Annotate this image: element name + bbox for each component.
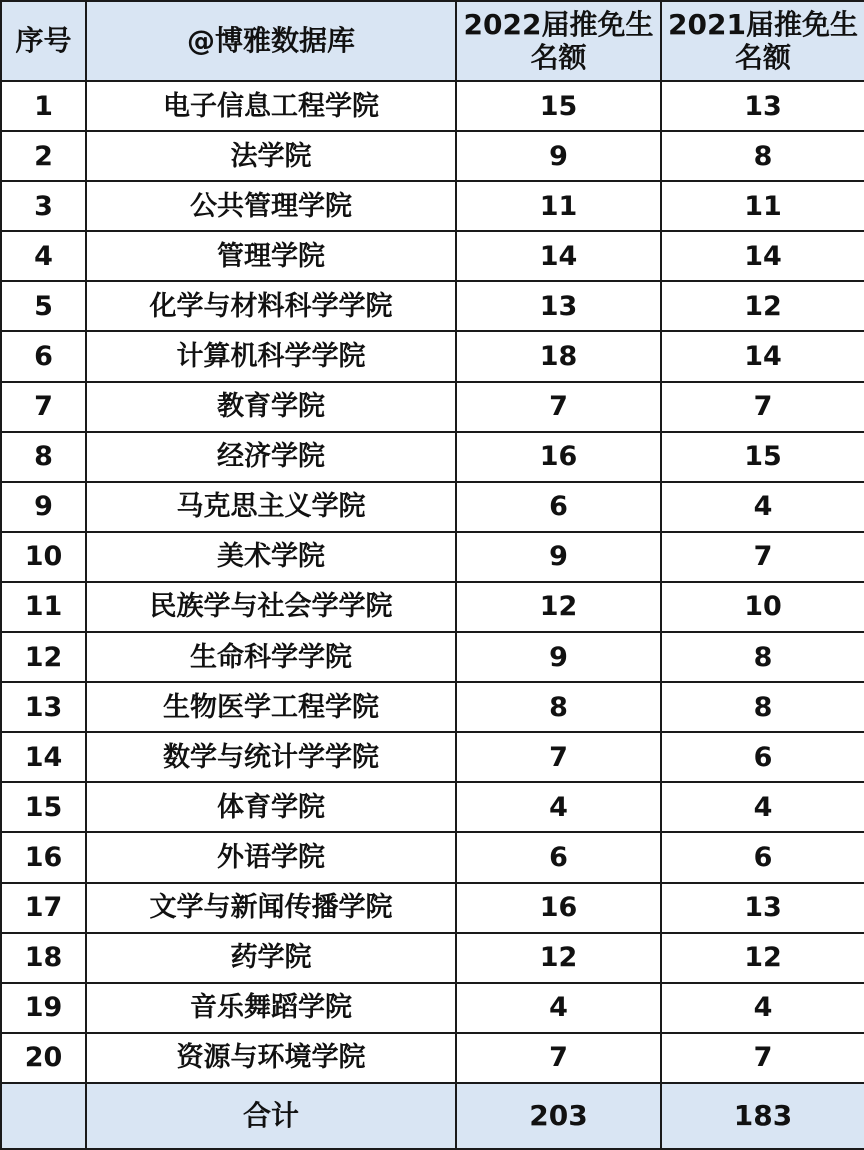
table-row bbox=[1, 632, 864, 682]
header-2022-quota: 2022届推免生名额 bbox=[456, 1, 661, 81]
row-index: 13 bbox=[1, 682, 86, 732]
row-college: 文学与新闻传播学院 bbox=[86, 883, 456, 933]
row-college: 经济学院 bbox=[86, 432, 456, 482]
row-2021-quota: 8 bbox=[661, 131, 864, 181]
row-2022-quota: 12 bbox=[456, 582, 661, 632]
row-2022-quota: 8 bbox=[456, 682, 661, 732]
table-row bbox=[1, 782, 864, 832]
row-2022-quota: 18 bbox=[456, 331, 661, 381]
row-index: 5 bbox=[1, 281, 86, 331]
table-body bbox=[1, 81, 864, 1083]
row-2022-quota: 15 bbox=[456, 81, 661, 131]
row-2021-quota: 6 bbox=[661, 832, 864, 882]
row-2022-quota: 13 bbox=[456, 281, 661, 331]
row-2022-quota: 16 bbox=[456, 432, 661, 482]
row-2021-quota: 4 bbox=[661, 482, 864, 532]
row-college: 教育学院 bbox=[86, 382, 456, 432]
row-index: 6 bbox=[1, 331, 86, 381]
row-index: 9 bbox=[1, 482, 86, 532]
table-row bbox=[1, 832, 864, 882]
row-index: 16 bbox=[1, 832, 86, 882]
row-college: 公共管理学院 bbox=[86, 181, 456, 231]
row-2022-quota: 6 bbox=[456, 482, 661, 532]
row-index: 18 bbox=[1, 933, 86, 983]
table-row bbox=[1, 582, 864, 632]
row-2021-quota: 10 bbox=[661, 582, 864, 632]
row-college: 电子信息工程学院 bbox=[86, 81, 456, 131]
total-label: 合计 bbox=[86, 1083, 456, 1149]
total-empty-cell bbox=[1, 1083, 86, 1149]
table-footer bbox=[1, 1083, 864, 1149]
row-2021-quota: 14 bbox=[661, 331, 864, 381]
table-row bbox=[1, 933, 864, 983]
table-row bbox=[1, 883, 864, 933]
row-college: 计算机科学学院 bbox=[86, 331, 456, 381]
table-row bbox=[1, 131, 864, 181]
row-2022-quota: 9 bbox=[456, 532, 661, 582]
row-index: 12 bbox=[1, 632, 86, 682]
row-2022-quota: 12 bbox=[456, 933, 661, 983]
table-row bbox=[1, 81, 864, 131]
row-college: 外语学院 bbox=[86, 832, 456, 882]
row-2021-quota: 7 bbox=[661, 382, 864, 432]
total-row bbox=[1, 1083, 864, 1149]
total-2021: 183 bbox=[661, 1083, 864, 1149]
row-index: 11 bbox=[1, 582, 86, 632]
row-2021-quota: 13 bbox=[661, 81, 864, 131]
table-row bbox=[1, 482, 864, 532]
row-2022-quota: 14 bbox=[456, 231, 661, 281]
row-2021-quota: 12 bbox=[661, 933, 864, 983]
row-2021-quota: 15 bbox=[661, 432, 864, 482]
total-2022: 203 bbox=[456, 1083, 661, 1149]
row-index: 1 bbox=[1, 81, 86, 131]
row-college: 资源与环境学院 bbox=[86, 1033, 456, 1083]
row-college: 法学院 bbox=[86, 131, 456, 181]
table-row bbox=[1, 1033, 864, 1083]
row-2021-quota: 12 bbox=[661, 281, 864, 331]
table-row bbox=[1, 281, 864, 331]
row-index: 2 bbox=[1, 131, 86, 181]
table-row bbox=[1, 682, 864, 732]
row-2021-quota: 8 bbox=[661, 682, 864, 732]
row-2022-quota: 9 bbox=[456, 632, 661, 682]
table-row bbox=[1, 331, 864, 381]
row-2022-quota: 9 bbox=[456, 131, 661, 181]
row-2021-quota: 8 bbox=[661, 632, 864, 682]
row-index: 7 bbox=[1, 382, 86, 432]
row-college: 美术学院 bbox=[86, 532, 456, 582]
row-index: 14 bbox=[1, 732, 86, 782]
row-2021-quota: 11 bbox=[661, 181, 864, 231]
row-2021-quota: 7 bbox=[661, 532, 864, 582]
table-row bbox=[1, 532, 864, 582]
row-index: 17 bbox=[1, 883, 86, 933]
row-2022-quota: 7 bbox=[456, 732, 661, 782]
row-index: 10 bbox=[1, 532, 86, 582]
row-2022-quota: 11 bbox=[456, 181, 661, 231]
row-2021-quota: 13 bbox=[661, 883, 864, 933]
header-college: @博雅数据库 bbox=[86, 1, 456, 81]
row-2022-quota: 7 bbox=[456, 1033, 661, 1083]
table-row bbox=[1, 382, 864, 432]
row-college: 生物医学工程学院 bbox=[86, 682, 456, 732]
row-index: 15 bbox=[1, 782, 86, 832]
row-college: 马克思主义学院 bbox=[86, 482, 456, 532]
row-index: 3 bbox=[1, 181, 86, 231]
row-college: 化学与材料科学学院 bbox=[86, 281, 456, 331]
row-college: 数学与统计学学院 bbox=[86, 732, 456, 782]
row-college: 民族学与社会学学院 bbox=[86, 582, 456, 632]
row-2021-quota: 14 bbox=[661, 231, 864, 281]
row-2022-quota: 4 bbox=[456, 782, 661, 832]
row-2022-quota: 16 bbox=[456, 883, 661, 933]
table-row bbox=[1, 432, 864, 482]
row-2022-quota: 4 bbox=[456, 983, 661, 1033]
row-index: 4 bbox=[1, 231, 86, 281]
header-row bbox=[1, 1, 864, 81]
row-2022-quota: 7 bbox=[456, 382, 661, 432]
row-2021-quota: 4 bbox=[661, 983, 864, 1033]
row-college: 生命科学学院 bbox=[86, 632, 456, 682]
row-2021-quota: 6 bbox=[661, 732, 864, 782]
row-2022-quota: 6 bbox=[456, 832, 661, 882]
row-index: 19 bbox=[1, 983, 86, 1033]
header-2021-quota: 2021届推免生名额 bbox=[661, 1, 864, 81]
row-index: 20 bbox=[1, 1033, 86, 1083]
table-row bbox=[1, 983, 864, 1033]
row-2021-quota: 7 bbox=[661, 1033, 864, 1083]
row-college: 药学院 bbox=[86, 933, 456, 983]
row-college: 音乐舞蹈学院 bbox=[86, 983, 456, 1033]
table-row bbox=[1, 732, 864, 782]
table-header bbox=[1, 1, 864, 81]
row-index: 8 bbox=[1, 432, 86, 482]
table-row bbox=[1, 231, 864, 281]
header-index: 序号 bbox=[1, 1, 86, 81]
row-college: 管理学院 bbox=[86, 231, 456, 281]
table-row bbox=[1, 181, 864, 231]
row-college: 体育学院 bbox=[86, 782, 456, 832]
row-2021-quota: 4 bbox=[661, 782, 864, 832]
